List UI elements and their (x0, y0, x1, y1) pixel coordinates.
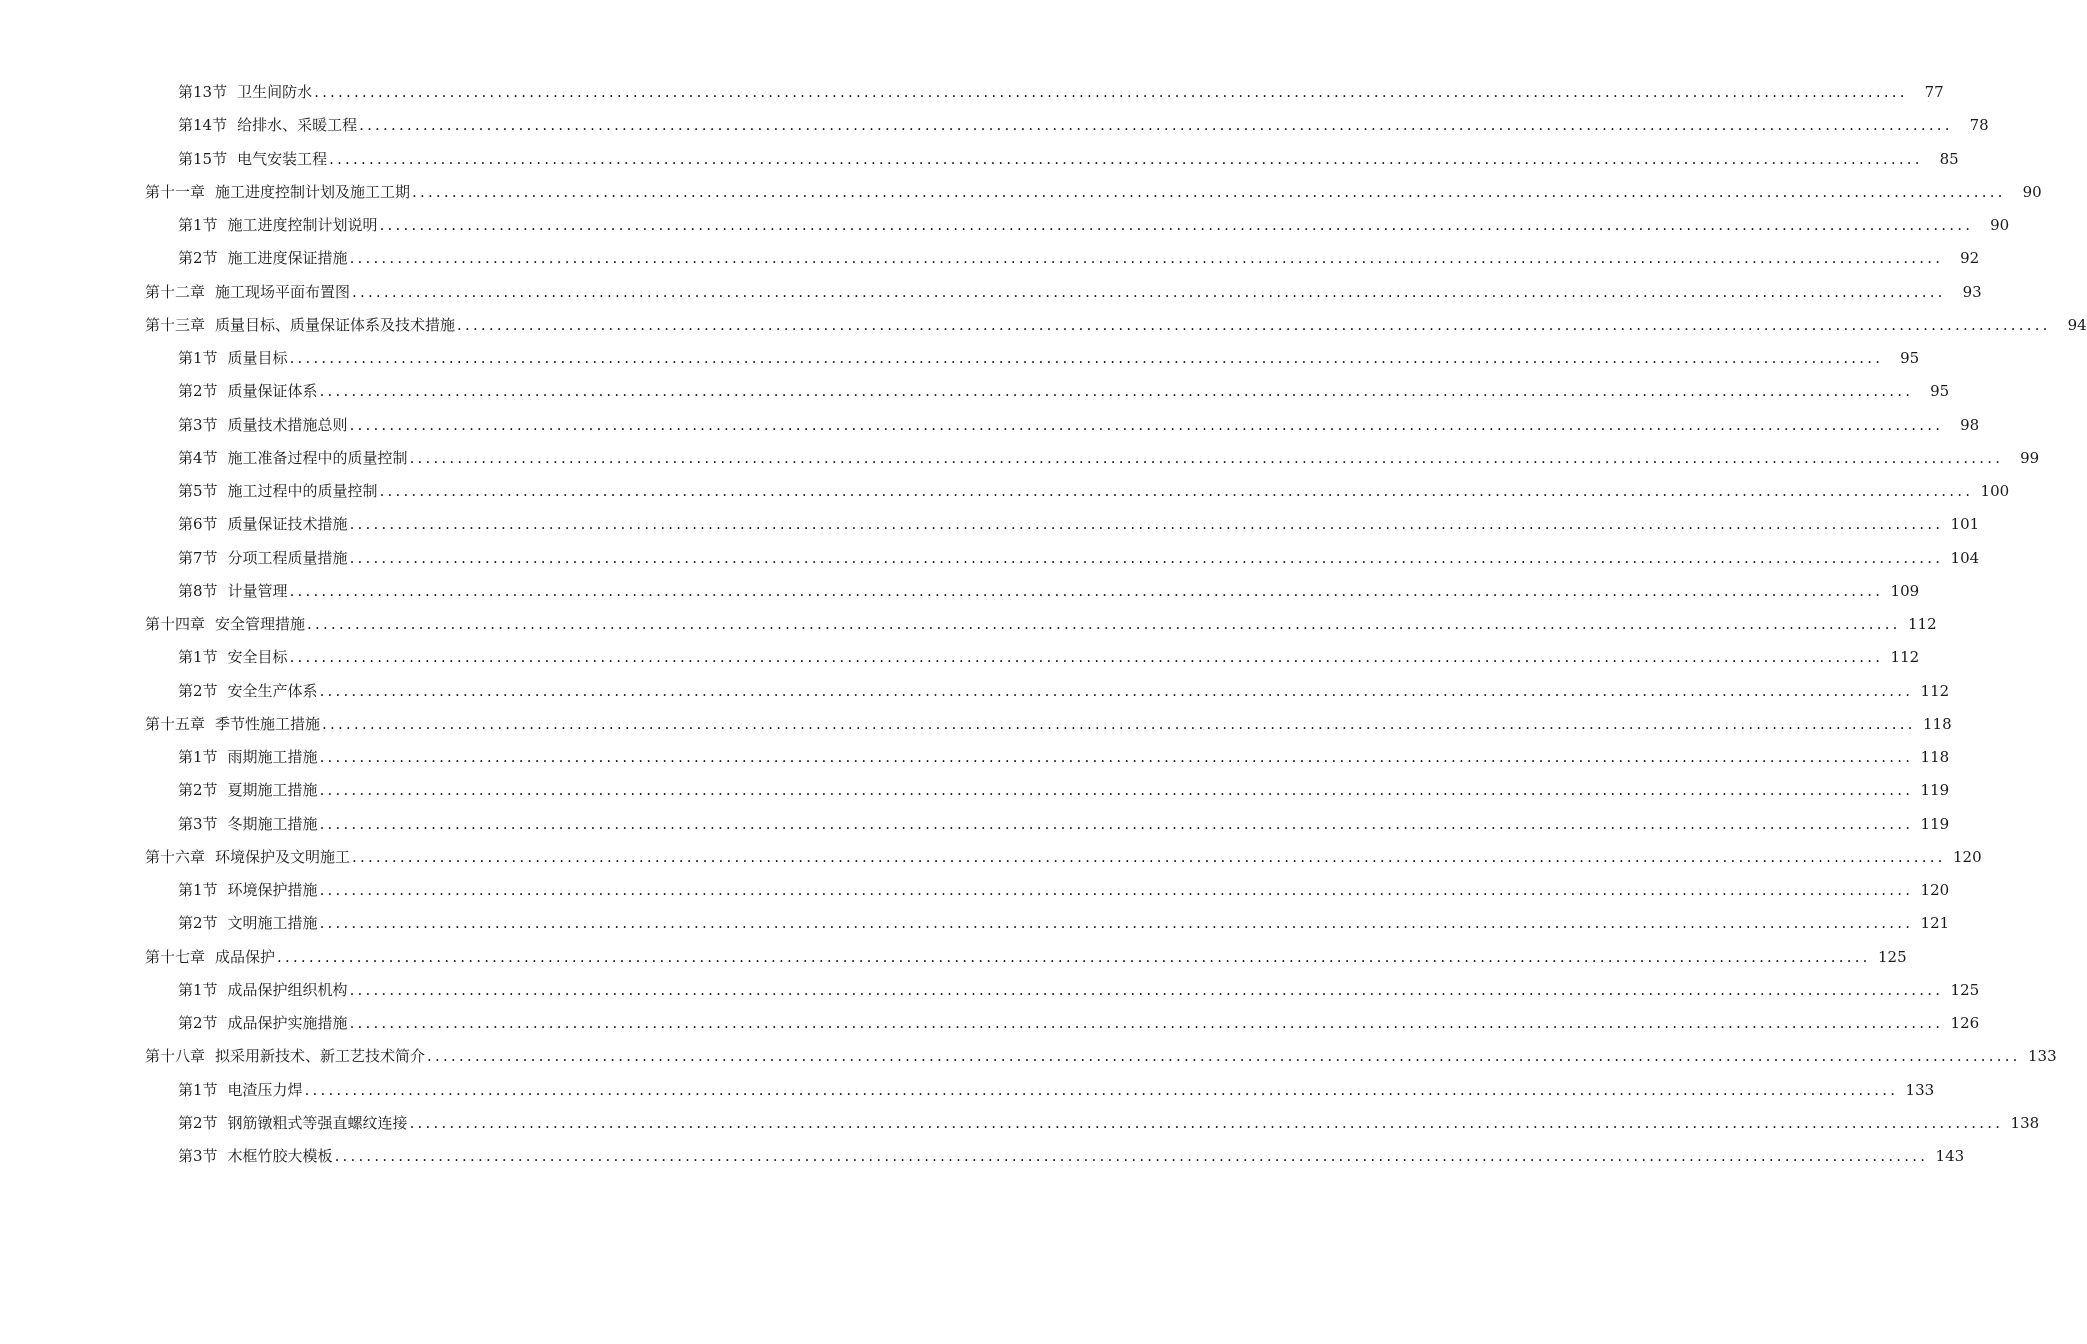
toc-entry-page: 119 (1920, 814, 1950, 833)
toc-entry-number: 第8节 (178, 581, 218, 600)
toc-entry-page: 138 (2010, 1113, 2040, 1132)
toc-entry-section[interactable] (0, 907, 1950, 940)
table-of-contents (0, 76, 2087, 1173)
toc-entry-number: 第7节 (178, 548, 218, 567)
toc-entry-section[interactable] (0, 143, 1959, 176)
toc-entry-page: 78 (1969, 116, 1989, 135)
toc-entry-title: 环境保护及文明施工 (215, 847, 351, 866)
toc-entry-section[interactable] (0, 508, 1980, 541)
toc-entry-page: 109 (1890, 581, 1920, 600)
toc-entry-title: 分项工程质量措施 (227, 548, 348, 567)
dot-leader: ........................................................................................................................................................................................................ (319, 382, 1914, 401)
dot-leader: ........................................................................................................................................................................................................ (359, 116, 1953, 135)
toc-entry-title: 成品保护 (215, 947, 276, 966)
toc-entry-section[interactable] (0, 774, 1950, 807)
toc-entry-chapter[interactable] (0, 1040, 2057, 1073)
toc-entry-section[interactable] (0, 342, 1920, 375)
toc-entry-number: 第2节 (178, 781, 218, 800)
toc-entry-page: 119 (1920, 781, 1950, 800)
toc-entry-chapter[interactable] (0, 608, 1937, 641)
toc-entry-section[interactable] (0, 1074, 1935, 1107)
toc-entry-title: 施工进度保证措施 (227, 249, 348, 268)
dot-leader: ........................................................................................................................................................................................................ (329, 149, 1923, 168)
toc-entry-section[interactable] (0, 974, 1980, 1007)
toc-entry-title: 卫生间防水 (237, 83, 313, 101)
toc-entry-title: 质量目标、质量保证体系及技术措施 (215, 315, 456, 334)
toc-entry-number: 第十五章 (145, 714, 206, 733)
toc-entry-title: 成品保护实施措施 (227, 1014, 348, 1032)
toc-entry-page: 100 (1980, 482, 2010, 500)
toc-entry-page: 77 (1924, 83, 1944, 101)
toc-entry-section[interactable] (0, 109, 1989, 142)
toc-entry-chapter[interactable] (0, 309, 2087, 342)
toc-entry-title: 质量技术措施总则 (227, 415, 348, 434)
toc-entry-number: 第1节 (178, 216, 218, 234)
toc-entry-number: 第15节 (178, 149, 228, 168)
toc-entry-number: 第十六章 (145, 847, 206, 866)
toc-entry-title: 施工准备过程中的质量控制 (227, 448, 408, 467)
toc-entry-title: 冬期施工措施 (227, 814, 318, 833)
toc-entry-page: 133 (2028, 1047, 2057, 1066)
toc-entry-title: 施工进度控制计划说明 (227, 216, 378, 234)
toc-entry-number: 第1节 (178, 881, 218, 899)
dot-leader: ........................................................................................................................................................................................................ (319, 781, 1914, 800)
toc-entry-section[interactable] (0, 741, 1950, 774)
toc-entry-page: 101 (1950, 515, 1980, 534)
dot-leader: ........................................................................................................................................................................................................ (412, 182, 2006, 201)
dot-leader: ........................................................................................................................................................................................................ (304, 1080, 1899, 1099)
dot-leader: ........................................................................................................................................................................................................ (334, 1147, 1929, 1165)
toc-entry-page: 125 (1878, 947, 1907, 966)
toc-entry-section[interactable] (0, 409, 1980, 442)
toc-entry-section[interactable] (0, 575, 1920, 608)
dot-leader: ........................................................................................................................................................................................................ (409, 1113, 2004, 1132)
dot-leader: ........................................................................................................................................................................................................ (289, 581, 1884, 600)
toc-entry-page: 112 (1908, 615, 1937, 633)
toc-entry-number: 第1节 (178, 748, 218, 766)
toc-entry-chapter[interactable] (0, 941, 1907, 974)
toc-entry-number: 第2节 (178, 681, 218, 700)
dot-leader: ........................................................................................................................................................................................................ (322, 714, 1916, 733)
toc-entry-number: 第4节 (178, 448, 218, 467)
toc-entry-page: 95 (1930, 382, 1950, 401)
toc-entry-chapter[interactable] (0, 841, 1982, 874)
toc-entry-page: 125 (1950, 980, 1980, 999)
toc-entry-number: 第十一章 (145, 182, 206, 201)
toc-entry-number: 第3节 (178, 814, 218, 833)
dot-leader: ........................................................................................................................................................................................................ (319, 681, 1914, 700)
toc-entry-page: 90 (1990, 216, 2010, 234)
toc-entry-chapter[interactable] (0, 176, 2042, 209)
toc-entry-title: 质量保证技术措施 (227, 515, 348, 534)
toc-entry-section[interactable] (0, 242, 1980, 275)
dot-leader: ........................................................................................................................................................................................................ (314, 83, 1908, 101)
toc-entry-page: 112 (1920, 681, 1950, 700)
toc-entry-title: 拟采用新技术、新工艺技术简介 (215, 1047, 426, 1066)
toc-entry-number: 第13节 (178, 83, 228, 101)
toc-entry-title: 环境保护措施 (227, 881, 318, 899)
toc-entry-page: 94 (2067, 315, 2087, 334)
toc-entry-title: 成品保护组织机构 (227, 980, 348, 999)
toc-entry-number: 第5节 (178, 482, 218, 500)
dot-leader: ........................................................................................................................................................................................................ (457, 315, 2051, 334)
toc-entry-number: 第十二章 (145, 282, 206, 301)
dot-leader: ........................................................................................................................................................................................................ (427, 1047, 2021, 1066)
toc-entry-number: 第2节 (178, 914, 218, 933)
toc-entry-section[interactable] (0, 1107, 2040, 1140)
dot-leader: ........................................................................................................................................................................................................ (319, 914, 1914, 933)
dot-leader: ........................................................................................................................................................................................................ (349, 515, 1944, 534)
dot-leader: ........................................................................................................................................................................................................ (289, 349, 1884, 367)
toc-entry-number: 第14节 (178, 116, 228, 135)
toc-entry-number: 第十八章 (145, 1047, 206, 1066)
toc-entry-page: 93 (1962, 282, 1982, 301)
toc-entry-number: 第1节 (178, 648, 218, 667)
toc-entry-page: 120 (1920, 881, 1950, 899)
dot-leader: ........................................................................................................................................................................................................ (349, 249, 1944, 268)
toc-entry-page: 90 (2022, 182, 2042, 201)
toc-entry-number: 第3节 (178, 1147, 218, 1165)
dot-leader: ........................................................................................................................................................................................................ (319, 748, 1914, 766)
toc-entry-title: 安全生产体系 (227, 681, 318, 700)
toc-entry-section[interactable] (0, 874, 1950, 907)
toc-entry-section[interactable] (0, 475, 2010, 508)
toc-entry-number: 第1节 (178, 980, 218, 999)
toc-entry-page: 95 (1900, 349, 1920, 367)
dot-leader: ........................................................................................................................................................................................................ (349, 415, 1944, 434)
toc-entry-page: 143 (1935, 1147, 1965, 1165)
toc-entry-title: 季节性施工措施 (215, 714, 321, 733)
toc-entry-title: 安全目标 (227, 648, 288, 667)
dot-leader: ........................................................................................................................................................................................................ (409, 448, 2004, 467)
toc-entry-section[interactable] (0, 542, 1980, 575)
dot-leader: ........................................................................................................................................................................................................ (349, 980, 1944, 999)
toc-entry-section[interactable] (0, 641, 1920, 674)
dot-leader: ........................................................................................................................................................................................................ (289, 648, 1884, 667)
dot-leader: ........................................................................................................................................................................................................ (277, 947, 1871, 966)
toc-entry-number: 第3节 (178, 415, 218, 434)
toc-entry-section[interactable] (0, 209, 2010, 242)
toc-entry-section[interactable] (0, 808, 1950, 841)
toc-entry-title: 夏期施工措施 (227, 781, 318, 800)
toc-entry-page: 118 (1920, 748, 1950, 766)
toc-entry-title: 施工进度控制计划及施工工期 (215, 182, 411, 201)
toc-entry-page: 98 (1960, 415, 1980, 434)
toc-entry-page: 112 (1890, 648, 1920, 667)
dot-leader: ........................................................................................................................................................................................................ (379, 482, 1974, 500)
toc-entry-page: 121 (1920, 914, 1950, 933)
toc-entry-section[interactable] (0, 442, 2040, 475)
toc-entry-chapter[interactable] (0, 276, 1982, 309)
toc-entry-number: 第十三章 (145, 315, 206, 334)
dot-leader: ........................................................................................................................................................................................................ (352, 847, 1946, 866)
toc-entry-chapter[interactable] (0, 708, 1952, 741)
toc-entry-page: 120 (1953, 847, 1982, 866)
toc-entry-title: 电气安装工程 (237, 149, 328, 168)
toc-entry-title: 给排水、采暖工程 (237, 116, 358, 135)
toc-entry-page: 133 (1905, 1080, 1935, 1099)
toc-entry-title: 雨期施工措施 (227, 748, 318, 766)
toc-entry-number: 第2节 (178, 1014, 218, 1032)
toc-entry-section[interactable] (0, 1007, 1980, 1040)
toc-entry-title: 木框竹胶大模板 (227, 1147, 333, 1165)
toc-entry-section[interactable] (0, 375, 1950, 408)
toc-entry-section[interactable] (0, 1140, 1965, 1173)
dot-leader: ........................................................................................................................................................................................................ (349, 1014, 1944, 1032)
toc-entry-title: 电渣压力焊 (227, 1080, 303, 1099)
toc-entry-number: 第1节 (178, 1080, 218, 1099)
toc-entry-number: 第2节 (178, 382, 218, 401)
dot-leader: ........................................................................................................................................................................................................ (352, 282, 1946, 301)
toc-entry-title: 安全管理措施 (215, 615, 306, 633)
toc-entry-title: 施工过程中的质量控制 (227, 482, 378, 500)
toc-entry-page: 92 (1960, 249, 1980, 268)
toc-entry-number: 第6节 (178, 515, 218, 534)
toc-entry-page: 118 (1923, 714, 1952, 733)
toc-entry-number: 第十四章 (145, 615, 206, 633)
dot-leader: ........................................................................................................................................................................................................ (319, 881, 1914, 899)
toc-entry-page: 104 (1950, 548, 1980, 567)
toc-entry-title: 计量管理 (227, 581, 288, 600)
toc-entry-section[interactable] (0, 675, 1950, 708)
dot-leader: ........................................................................................................................................................................................................ (379, 216, 1974, 234)
toc-entry-title: 施工现场平面布置图 (215, 282, 351, 301)
toc-entry-title: 文明施工措施 (227, 914, 318, 933)
toc-entry-title: 质量目标 (227, 349, 288, 367)
dot-leader: ........................................................................................................................................................................................................ (349, 548, 1944, 567)
toc-entry-page: 85 (1939, 149, 1959, 168)
toc-entry-number: 第2节 (178, 249, 218, 268)
dot-leader: ........................................................................................................................................................................................................ (307, 615, 1901, 633)
toc-entry-title: 钢筋镦粗式等强直螺纹连接 (227, 1113, 408, 1132)
toc-entry-page: 126 (1950, 1014, 1980, 1032)
toc-entry-number: 第2节 (178, 1113, 218, 1132)
toc-entry-page: 99 (2020, 448, 2040, 467)
toc-entry-title: 质量保证体系 (227, 382, 318, 401)
dot-leader: ........................................................................................................................................................................................................ (319, 814, 1914, 833)
toc-entry-number: 第1节 (178, 349, 218, 367)
toc-entry-number: 第十七章 (145, 947, 206, 966)
toc-entry-section[interactable] (0, 76, 1944, 109)
